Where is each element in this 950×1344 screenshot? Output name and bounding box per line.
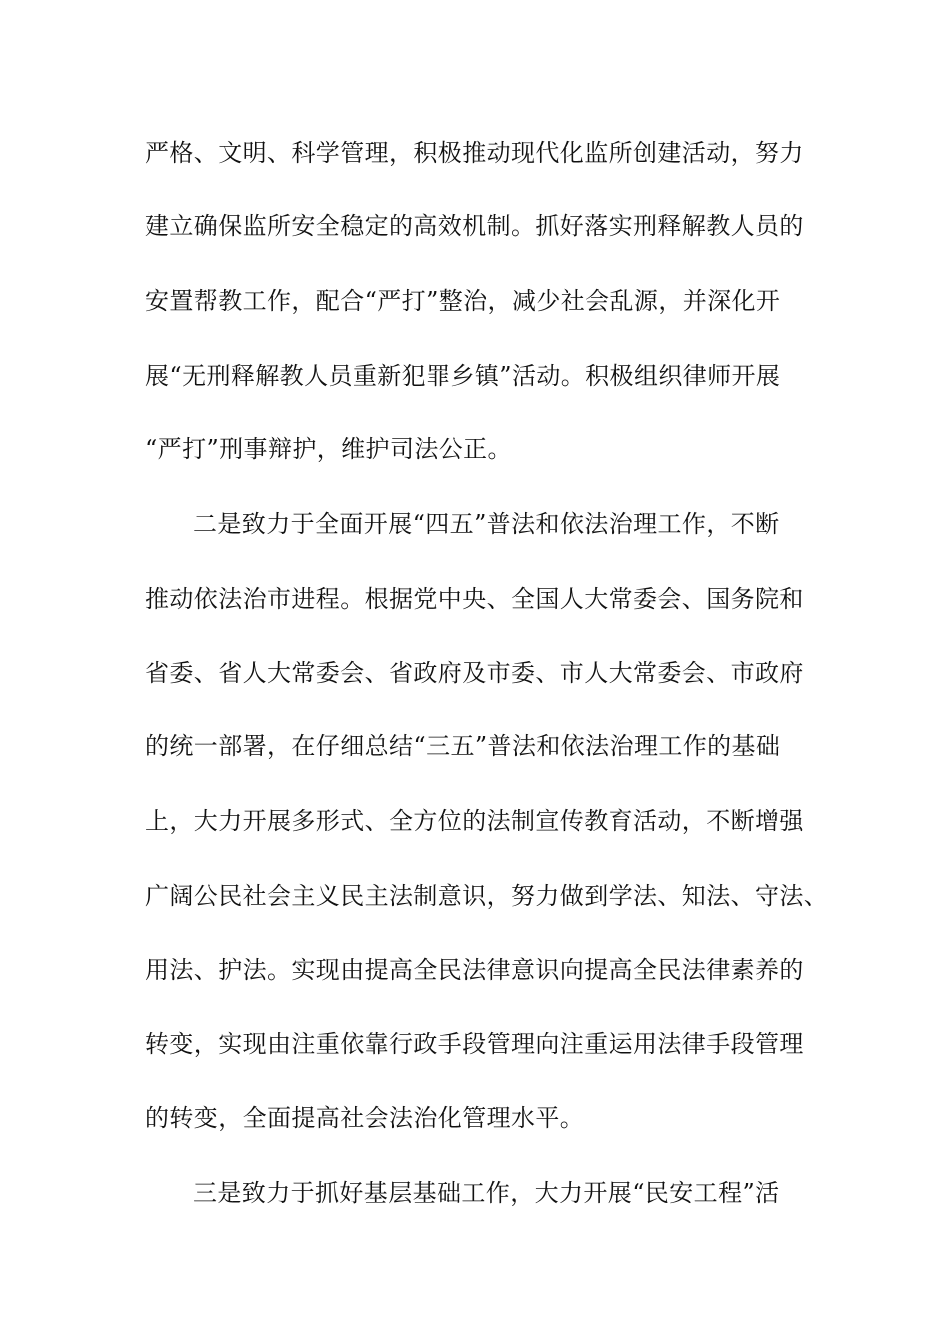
paragraph-first-line: 二是致力于全面开展“四五”普法和依法治理工作，不断 [193,510,780,538]
body-text-line: 上，大力开展多形式、全方位的法制宣传教育活动，不断增强 [145,807,804,835]
body-text-line: “严打”刑事辩护，维护司法公正。 [145,435,512,463]
body-text-line: 的统一部署，在仔细总结“三五”普法和依法治理工作的基础 [145,732,781,760]
body-text-line: 转变，实现由注重依靠行政手段管理向注重运用法律手段管理 [145,1030,804,1058]
body-text-line: 的转变，全面提高社会法治化管理水平。 [145,1104,585,1132]
body-text-line: 严格、文明、科学管理，积极推动现代化监所创建活动，努力 [145,139,804,167]
body-text-line: 展“无刑释解教人员重新犯罪乡镇”活动。积极组织律师开展 [145,362,781,390]
body-text-line: 推动依法治市进程。根据党中央、全国人大常委会、国务院和 [145,585,804,613]
body-text-line: 建立确保监所安全稳定的高效机制。抓好落实刑释解教人员的 [145,212,804,240]
paragraph-first-line: 三是致力于抓好基层基础工作，大力开展“民安工程”活 [193,1179,780,1207]
body-text-line: 广阔公民社会主义民主法制意识，努力做到学法、知法、守法、 [145,882,829,910]
body-text-line: 用法、护法。实现由提高全民法律意识向提高全民法律素养的 [145,956,804,984]
body-text-line: 安置帮教工作，配合“严打”整治，减少社会乱源，并深化开 [145,287,781,315]
body-text-line: 省委、省人大常委会、省政府及市委、市人大常委会、市政府 [145,659,804,687]
